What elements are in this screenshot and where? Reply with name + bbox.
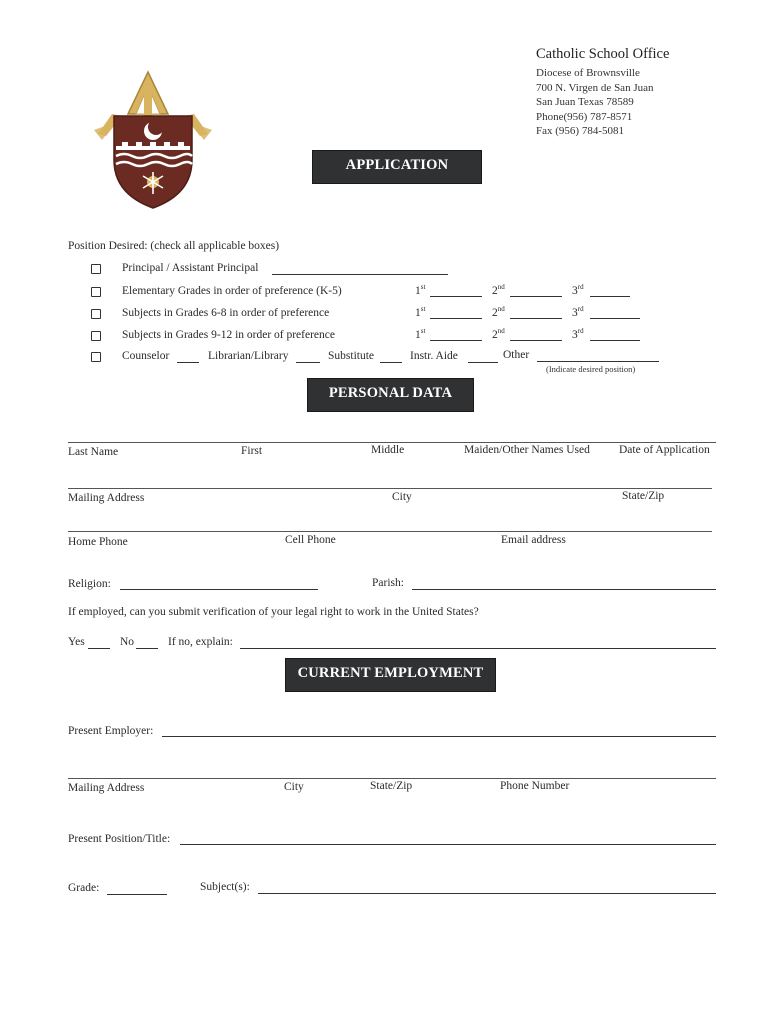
grades-6-8-third-label: 3rd	[572, 305, 584, 319]
elementary-second-label: 2nd	[492, 283, 505, 297]
religion-label: Religion:	[68, 578, 111, 590]
grades-9-12-checkbox[interactable]	[91, 331, 101, 341]
email-label: Email address	[501, 534, 566, 546]
maiden-name-label: Maiden/Other Names Used	[464, 444, 590, 456]
librarian-label: Librarian/Library	[208, 350, 289, 362]
grades-6-8-label: Subjects in Grades 6-8 in order of preference	[122, 307, 330, 319]
grades-6-8-second-line[interactable]	[510, 318, 562, 319]
librarian-line[interactable]	[296, 362, 320, 363]
present-employer-line[interactable]	[162, 736, 716, 737]
employer-mailing-label: Mailing Address	[68, 782, 145, 794]
principal-line[interactable]	[272, 274, 448, 275]
middle-name-label: Middle	[371, 444, 405, 456]
present-employer-label: Present Employer:	[68, 725, 154, 737]
address-line: San Juan Texas 78589	[536, 96, 634, 108]
elementary-first-line[interactable]	[430, 296, 482, 297]
current-employment-banner: CURRENT EMPLOYMENT	[285, 658, 496, 692]
state-zip-label: State/Zip	[622, 490, 665, 502]
elementary-first-label: 1st	[415, 283, 426, 297]
parish-line[interactable]	[412, 589, 716, 590]
other-label: Other	[503, 349, 530, 361]
grades-9-12-second-label: 2nd	[492, 327, 505, 341]
yes-label: Yes	[68, 636, 85, 648]
grades-6-8-first-label: 1st	[415, 305, 426, 319]
aide-line[interactable]	[468, 362, 498, 363]
date-of-application-label: Date of Application	[619, 444, 710, 456]
employer-state-zip-label: State/Zip	[370, 780, 413, 792]
last-name-label: Last Name	[68, 446, 119, 458]
grade-label: Grade:	[68, 882, 100, 894]
elementary-third-label: 3rd	[572, 283, 584, 297]
substitute-line[interactable]	[380, 362, 402, 363]
grades-6-8-first-line[interactable]	[430, 318, 482, 319]
parish-label: Parish:	[372, 577, 404, 589]
explain-line[interactable]	[240, 648, 716, 649]
counselor-line[interactable]	[177, 362, 199, 363]
elementary-label: Elementary Grades in order of preference (K-5)	[122, 285, 342, 297]
no-label: No	[120, 636, 135, 648]
elementary-second-line[interactable]	[510, 296, 562, 297]
other-line[interactable]	[537, 361, 659, 362]
grades-6-8-checkbox[interactable]	[91, 309, 101, 319]
personal-data-banner: PERSONAL DATA	[307, 378, 474, 412]
yes-line[interactable]	[88, 648, 110, 649]
office-address	[536, 66, 653, 139]
address-line: 700 N. Virgen de San Juan	[536, 81, 654, 94]
diocese-coat-of-arms-icon	[88, 64, 218, 212]
employer-city-label: City	[284, 781, 304, 793]
grades-9-12-first-line[interactable]	[430, 340, 482, 341]
explain-label: If no, explain:	[168, 636, 233, 648]
address-line: Diocese of Brownsville	[536, 67, 640, 79]
subjects-label: Subject(s):	[200, 881, 250, 893]
grades-6-8-third-line[interactable]	[590, 318, 640, 319]
aide-label: Instr. Aide	[410, 350, 458, 362]
address-line: Phone(956) 787-8571	[536, 110, 633, 123]
subjects-line[interactable]	[258, 893, 716, 894]
first-name-label: First	[241, 445, 263, 457]
no-line[interactable]	[136, 648, 158, 649]
grades-6-8-second-label: 2nd	[492, 305, 505, 319]
employer-phone-label: Phone Number	[500, 780, 570, 792]
religion-line[interactable]	[120, 589, 318, 590]
elementary-checkbox[interactable]	[91, 287, 101, 297]
other-note: (Indicate desired position)	[546, 364, 636, 374]
office-title: Catholic School Office	[536, 46, 670, 62]
home-phone-label: Home Phone	[68, 536, 128, 548]
address-line: Fax (956) 784-5081	[536, 125, 624, 137]
principal-label: Principal / Assistant Principal	[122, 262, 259, 274]
grades-9-12-label: Subjects in Grades 9-12 in order of preference	[122, 329, 335, 341]
employer-address-line[interactable]	[68, 778, 716, 779]
position-intro: Position Desired: (check all applicable boxes)	[68, 240, 280, 252]
position-title-line[interactable]	[180, 844, 716, 845]
principal-checkbox[interactable]	[91, 264, 101, 274]
mailing-address-line[interactable]	[68, 488, 712, 489]
grades-9-12-third-label: 3rd	[572, 327, 584, 341]
name-line[interactable]	[68, 442, 716, 443]
cell-phone-label: Cell Phone	[285, 534, 336, 546]
application-banner: APPLICATION	[312, 150, 482, 184]
grades-9-12-second-line[interactable]	[510, 340, 562, 341]
substitute-label: Substitute	[328, 350, 375, 362]
counselor-checkbox[interactable]	[91, 352, 101, 362]
mailing-address-label: Mailing Address	[68, 492, 145, 504]
grade-line[interactable]	[107, 894, 167, 895]
counselor-label: Counselor	[122, 350, 170, 362]
city-label: City	[392, 491, 412, 503]
verification-question: If employed, can you submit verification of your legal right to work in the United States?	[68, 606, 479, 618]
grades-9-12-third-line[interactable]	[590, 340, 640, 341]
elementary-third-line[interactable]	[590, 296, 630, 297]
grades-9-12-first-label: 1st	[415, 327, 426, 341]
phone-line[interactable]	[68, 531, 712, 532]
position-title-label: Present Position/Title:	[68, 833, 171, 845]
